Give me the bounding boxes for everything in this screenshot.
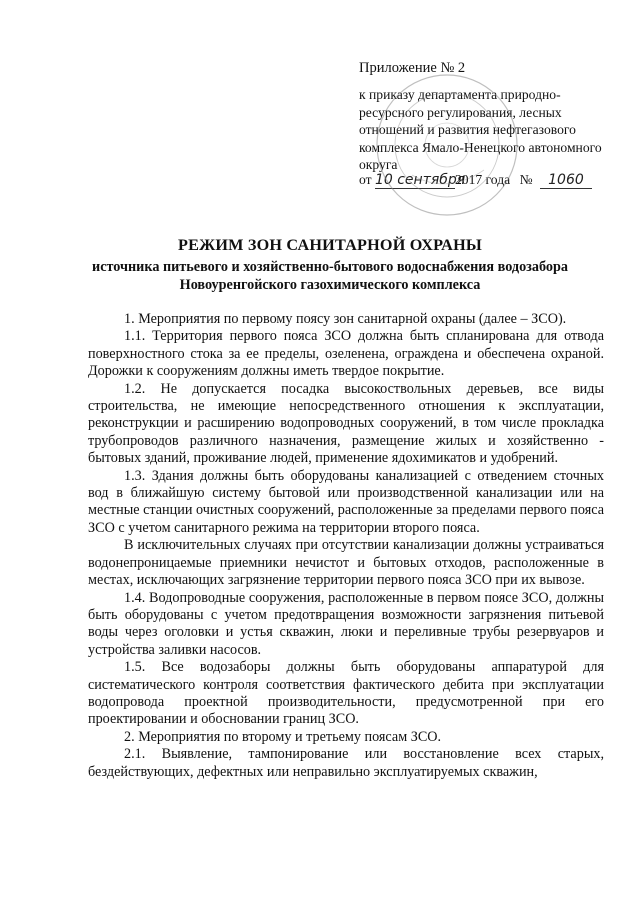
date-prefix: от xyxy=(359,172,372,187)
date-year: 2017 года xyxy=(454,172,511,187)
paragraph-section-1: 1. Мероприятия по первому поясу зон санитарной охраны (далее – ЗСО). xyxy=(124,311,567,327)
paragraph-2-1: 2.1. Выявление, тампонирование или восстановление всех старых, бездействующих, дефектных или неправильно эксплуатируемых скважин, xyxy=(88,746,604,780)
document-subtitle: источника питьевого и хозяйственно-бытового водоснабжения водозабора Новоуренгойского газохимического комплекса xyxy=(92,259,568,293)
paragraph-1-1: 1.1. Территория первого пояса ЗСО должна быть спланирована для отвода поверхностного стока за ее пределы, озеленена, ограждена и обеспечена охраной. Дорожки к сооружениям должны иметь твердое покрытие. xyxy=(88,328,604,380)
paragraph-1-5: 1.5. Все водозаборы должны быть оборудованы аппаратурой для систематического контроля соответствия фактического дебита при эксплуатации водопровода проектной производительности, предусмотренной при его проектировании и обосновании границ ЗСО. xyxy=(88,659,604,728)
paragraph-section-2: 2. Мероприятия по второму и третьему поясам ЗСО. xyxy=(124,728,442,745)
appendix-order-text: к приказу департамента природно-ресурсного регулирования, лесных отношений и развития нефтегазового комплекса Ямало-Ненецкого автономного округа xyxy=(359,87,602,173)
document-title: РЕЖИМ ЗОН САНИТАРНОЙ ОХРАНЫ xyxy=(178,236,482,254)
number-prefix: № xyxy=(519,172,533,187)
handwritten-order-number: 1060 xyxy=(540,172,592,189)
paragraph-1-3-exception: В исключительных случаях при отсутствии канализации должны устраиваться водонепроницаемые приемники нечистот и бытовых отходов, расположенные в местах, исключающих загрязнение территории первого пояса ЗСО при их вывозе. xyxy=(88,537,604,589)
paragraph-1-4: 1.4. Водопроводные сооружения, расположенные в первом поясе ЗСО, должны быть оборудованы с учетом предотвращения возможности загрязнения питьевой воды через оголовки и устья скважин, люки и переливные трубы резервуаров и устройства заливки насосов. xyxy=(88,589,604,658)
appendix-title: Приложение № 2 xyxy=(359,60,466,76)
paragraph-1-3: 1.3. Здания должны быть оборудованы канализацией с отведением сточных вод в ближайшую систему бытовой или производственной канализации или на местные станции очистных сооружений, расположенные за пределами первого пояса ЗСО с учетом санитарного режима на территории второго пояса. xyxy=(88,467,605,536)
handwritten-date: 10 сентября xyxy=(374,172,466,188)
paragraph-1-2: 1.2. Не допускается посадка высокоствольных деревьев, все виды строительства, не имеющие непосредственного отношения к эксплуатации, реконструкции и расширению водопроводных сооружений, в том числе прокладка трубопроводов различного назначения, размещение жилых и хозяйственно - бытовых зданий, проживание людей, применение ядохимикатов и удобрений. xyxy=(88,380,604,467)
document-body xyxy=(88,311,604,781)
stamp-seal-icon xyxy=(372,70,522,220)
